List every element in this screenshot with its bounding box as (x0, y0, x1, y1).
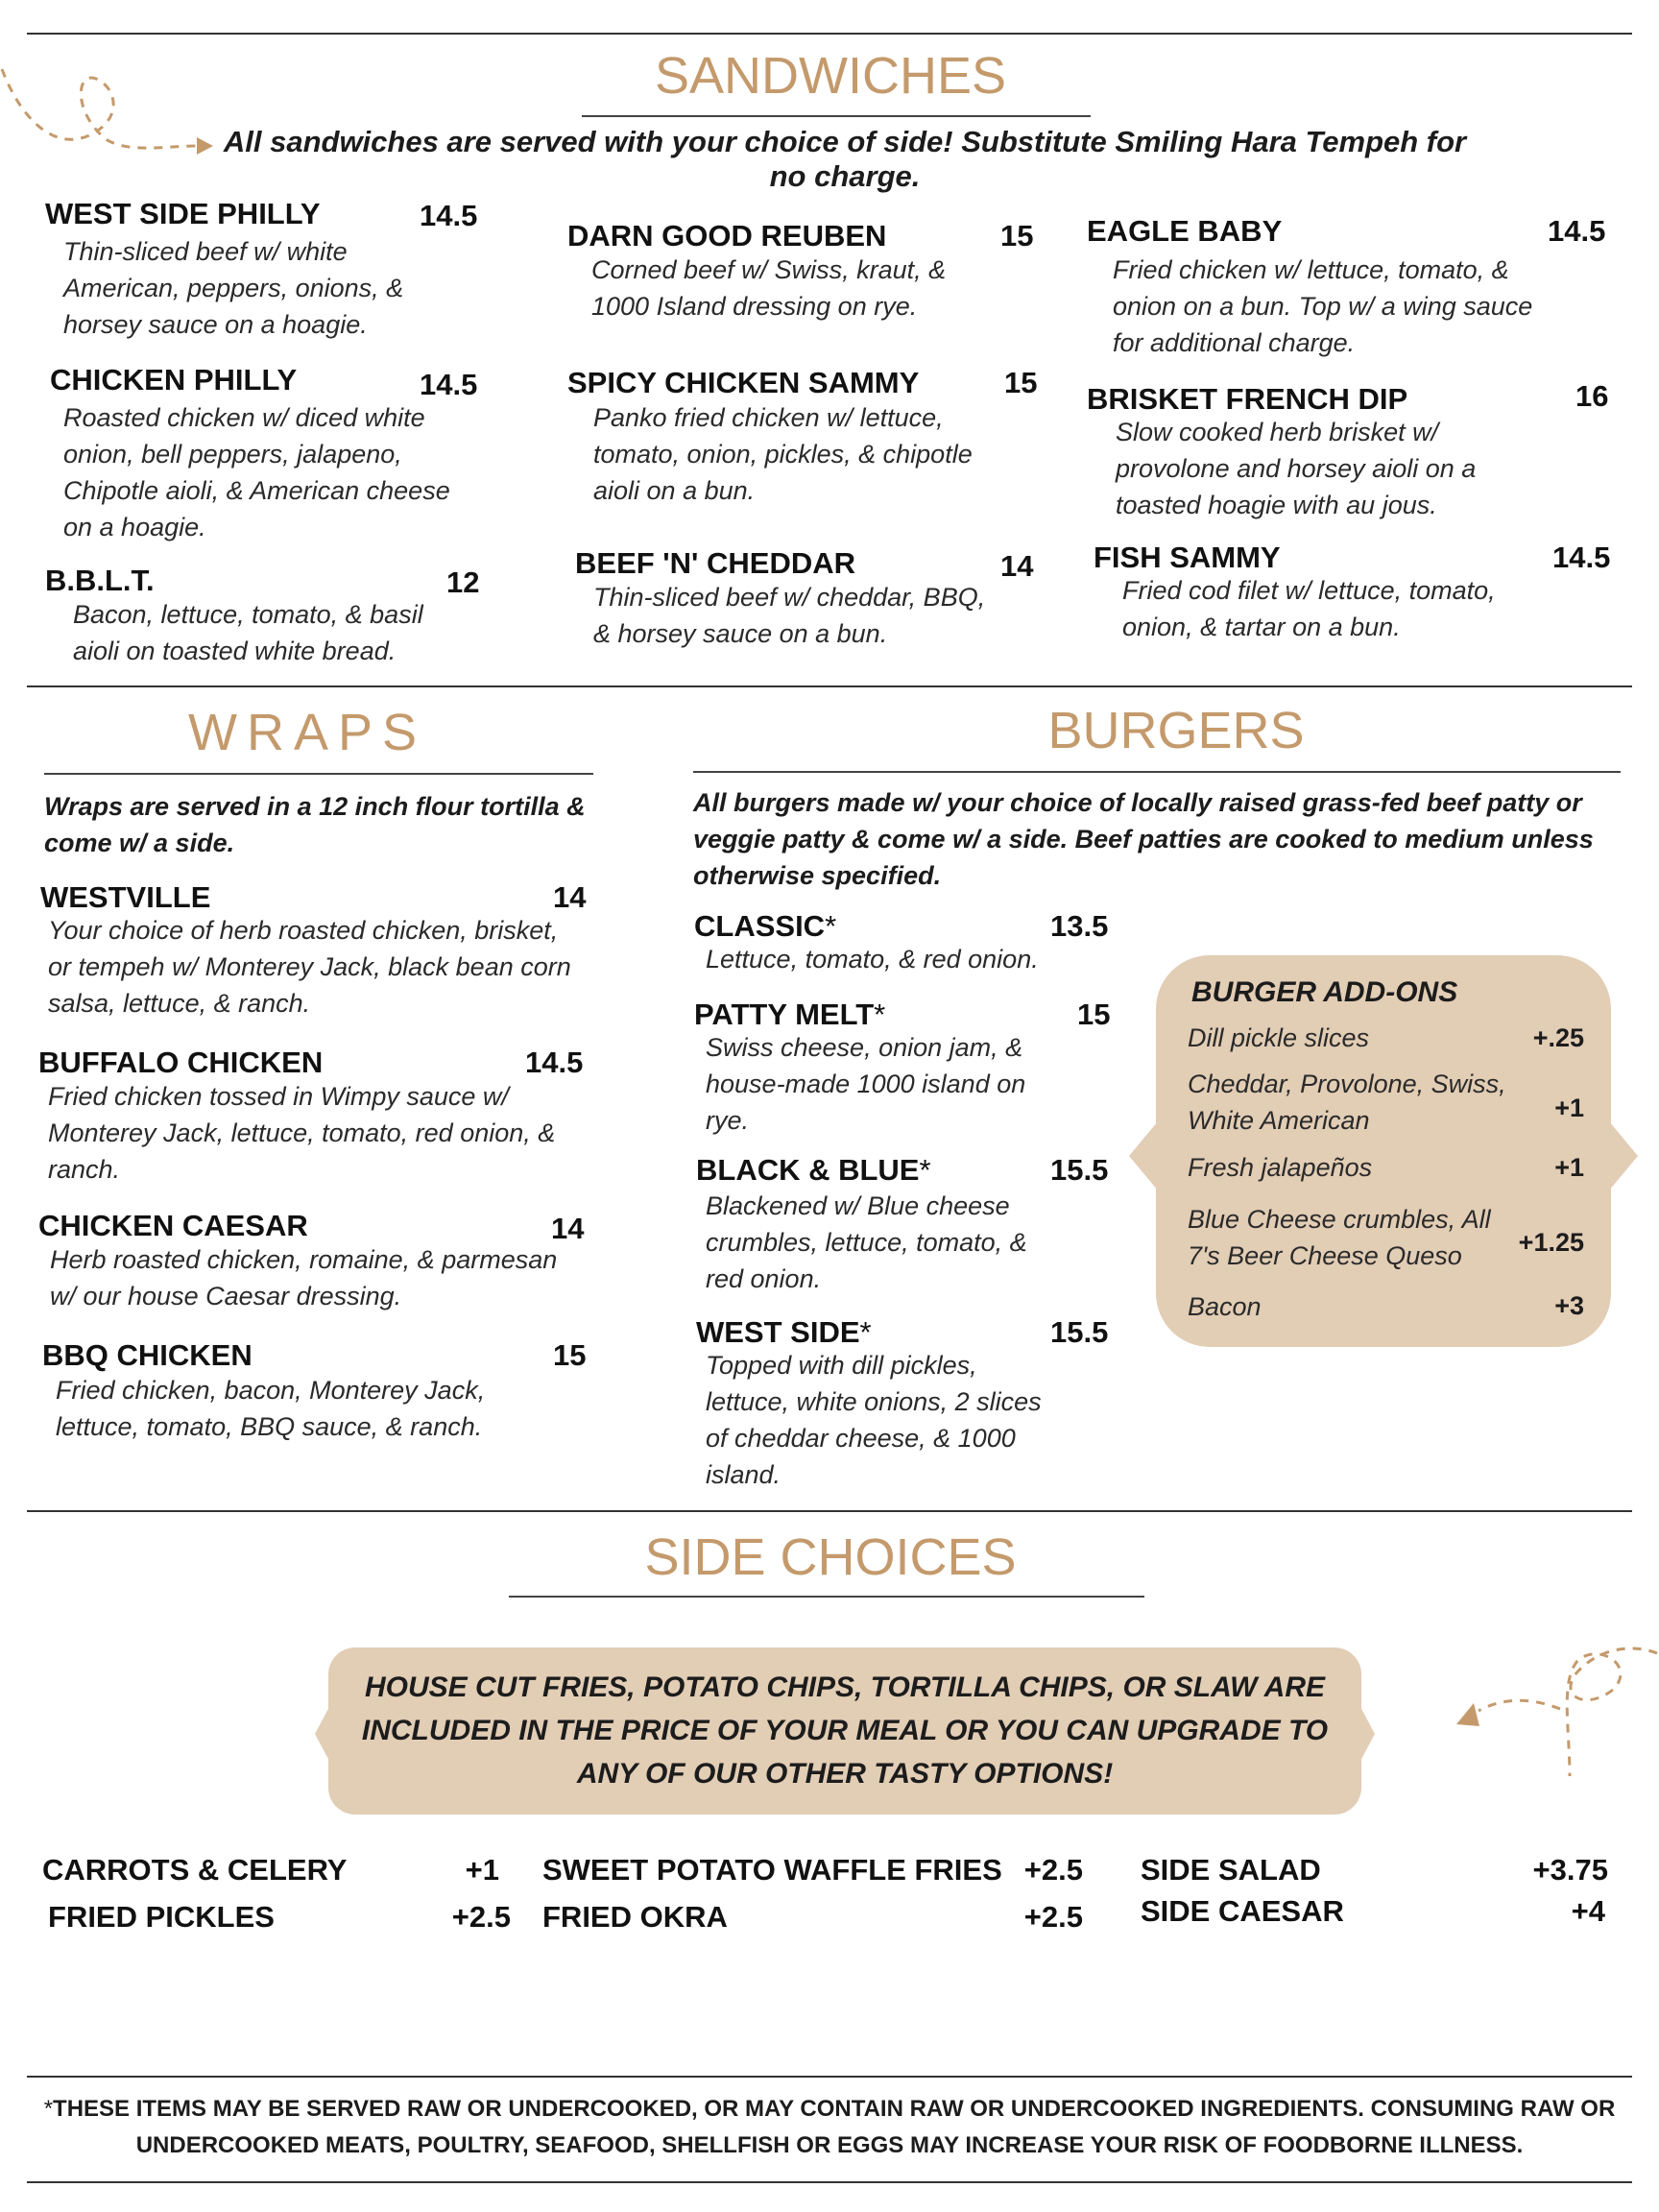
addon-price: +1.25 (1518, 1228, 1584, 1257)
menu-item-desc: Thin-sliced beef w/ cheddar, BBQ, & horsey sauce on a bun. (593, 583, 986, 648)
sandwiches-title: SANDWICHES (654, 47, 1007, 105)
menu-item-name-text: WEST SIDE (696, 1315, 860, 1349)
wraps-title: WRAPS (187, 704, 427, 761)
menu-item-name-text: PATTY MELT (694, 998, 875, 1031)
menu-item-price: 15 (1004, 366, 1038, 399)
menu-item-price: 12 (446, 565, 480, 599)
menu-item-name: BEEF 'N' CHEDDAR (575, 546, 856, 580)
menu-item-price: 13.5 (1050, 909, 1109, 943)
side-item-name: FRIED OKRA (542, 1900, 728, 1934)
asterisk-mark: * (43, 2096, 54, 2122)
burgers-title-rule (693, 771, 1621, 773)
addon-name: Cheddar, Provolone, Swiss, White American (1188, 1070, 1506, 1135)
menu-item-name: FISH SAMMY (1094, 541, 1281, 574)
side-item-price: +2.5 (1023, 1900, 1083, 1934)
side-item-price: +2.5 (451, 1900, 511, 1934)
menu-item-price: 14.5 (525, 1046, 584, 1079)
menu-item-price: 15 (553, 1338, 587, 1372)
menu-item-name: WEST SIDE PHILLY (45, 197, 321, 230)
side-item-price: +1 (465, 1853, 499, 1887)
menu-item-desc: Fried chicken, bacon, Monterey Jack, lettuce, tomato, BBQ sauce, & ranch. (56, 1376, 486, 1441)
menu-item-price: 15 (1077, 998, 1111, 1031)
menu-item-price: 14.5 (420, 368, 478, 401)
top-divider (27, 33, 1632, 35)
footer-top-divider (27, 2076, 1632, 2078)
dashed-arrow-decoration (0, 58, 221, 163)
menu-item-name: EAGLE BABY (1087, 214, 1283, 248)
asterisk-mark: * (919, 1153, 931, 1187)
menu-item-price: 15.5 (1050, 1153, 1109, 1187)
menu-item-price: 14.5 (1548, 214, 1606, 248)
menu-item-name: DARN GOOD REUBEN (567, 219, 887, 252)
menu-item-name: WESTVILLE (40, 880, 211, 914)
addon-price: +.25 (1532, 1023, 1584, 1052)
menu-item-desc: Fried chicken tossed in Wimpy sauce w/ Monterey Jack, lettuce, tomato, red onion, & ranch. (48, 1082, 556, 1184)
addon-price: +3 (1554, 1291, 1584, 1320)
menu-item-name (696, 1315, 872, 1350)
disclaimer-text: THESE ITEMS MAY BE SERVED RAW OR UNDERCOOKED, OR MAY CONTAIN RAW OR UNDERCOOKED INGREDIENTS. CONSUMING RAW OR UNDERCOOKED MEATS, POULTRY, SEAFOOD, SHELLFISH OR EGGS MAY INCREASE YOUR RISK OF FOODBORNE ILLNESS. (53, 2096, 1616, 2158)
wraps-note: Wraps are served in a 12 inch flour tortilla & come w/ a side. (44, 792, 586, 857)
asterisk-mark: * (874, 998, 886, 1031)
menu-item-name (694, 909, 836, 944)
menu-item-desc: Your choice of herb roasted chicken, brisket, or tempeh w/ Monterey Jack, black bean corn salsa, lettuce, & ranch. (48, 916, 571, 1018)
burgers-title: BURGERS (1047, 702, 1305, 759)
burgers-note: All burgers made w/ your choice of locally raised grass-fed beef patty or veggie patty & come w/ a side. Beef patties are cooked to medium unless otherwise specified. (693, 788, 1594, 890)
side-item-name: SIDE SALAD (1141, 1853, 1321, 1887)
menu-item-price: 15.5 (1050, 1315, 1109, 1349)
menu-item-price: 14 (1000, 549, 1034, 583)
menu-item-desc: Fried cod filet w/ lettuce, tomato, onion, & tartar on a bun. (1122, 576, 1496, 641)
menu-item-desc: Corned beef w/ Swiss, kraut, & 1000 Island dressing on rye. (591, 255, 947, 321)
addon-name: Fresh jalapeños (1188, 1153, 1373, 1182)
addon-name: Blue Cheese crumbles, All 7's Beer Cheese Queso (1188, 1205, 1491, 1270)
menu-item-desc: Roasted chicken w/ diced white onion, bell peppers, jalapeno, Chipotle aioli, & American cheese on a hoagie. (63, 403, 450, 541)
asterisk-mark: * (859, 1315, 872, 1349)
menu-item-desc: Herb roasted chicken, romaine, & parmesan w/ our house Caesar dressing. (50, 1245, 558, 1310)
menu-item-desc: Fried chicken w/ lettuce, tomato, & onion on a bun. Top w/ a wing sauce for additional charge. (1113, 255, 1533, 357)
side-item-name: SIDE CAESAR (1141, 1894, 1344, 1928)
menu-item-name: BBQ CHICKEN (42, 1338, 252, 1372)
menu-item-desc: Blackened w/ Blue cheese crumbles, lettuce, tomato, & red onion. (706, 1191, 1027, 1293)
sides-title-rule (509, 1596, 1144, 1598)
addons-title: BURGER ADD-ONS (1191, 976, 1458, 1008)
menu-item-name: B.B.L.T. (45, 564, 155, 597)
addon-price: +1 (1554, 1153, 1584, 1182)
wraps-title-rule (44, 773, 593, 775)
menu-item-desc: Topped with dill pickles, lettuce, white onions, 2 slices of cheddar cheese, & 1000 island. (706, 1351, 1042, 1489)
side-item-price: +4 (1571, 1894, 1605, 1928)
menu-item-price: 15 (1000, 219, 1034, 252)
sides-title: SIDE CHOICES (644, 1528, 1017, 1586)
addon-name: Dill pickle slices (1188, 1023, 1370, 1052)
menu-item-name (694, 998, 885, 1032)
menu-item-desc: Panko fried chicken w/ lettuce, tomato, onion, pickles, & chipotle aioli on a bun. (593, 403, 973, 505)
menu-item-name: BRISKET FRENCH DIP (1087, 382, 1408, 416)
side-item-name: SWEET POTATO WAFFLE FRIES (542, 1853, 1002, 1887)
menu-item-desc: Slow cooked herb brisket w/ provolone and horsey aioli on a toasted hoagie with au jous. (1116, 418, 1477, 519)
dashed-arrow-decoration (1407, 1632, 1659, 1786)
menu-item-name: CHICKEN CAESAR (38, 1209, 308, 1242)
menu-item-price: 16 (1575, 379, 1609, 413)
addon-name: Bacon (1188, 1292, 1262, 1321)
menu-item-price: 14.5 (420, 199, 478, 232)
sandwiches-title-rule (582, 115, 1091, 117)
raw-food-disclaimer (29, 2091, 1630, 2164)
menu-item-desc: Thin-sliced beef w/ white American, peppers, onions, & horsey sauce on a hoagie. (63, 237, 404, 339)
addons-panel-notch-right (1609, 1121, 1638, 1190)
addons-panel-notch-left (1129, 1121, 1158, 1190)
menu-item-desc: Swiss cheese, onion jam, & house-made 1000 island on rye. (706, 1033, 1026, 1135)
footer-bottom-divider (27, 2181, 1632, 2183)
menu-item-name: CHICKEN PHILLY (50, 363, 298, 397)
menu-item-name: BUFFALO CHICKEN (38, 1046, 324, 1079)
menu-item-price: 14 (553, 880, 587, 914)
side-item-name: CARROTS & CELERY (42, 1853, 348, 1887)
sandwiches-note: All sandwiches are served with your choice of side! Substitute Smiling Hara Tempeh for no charge. (223, 125, 1467, 193)
menu-item-desc: Bacon, lettuce, tomato, & basil aioli on toasted white bread. (73, 600, 423, 665)
side-item-price: +2.5 (1023, 1853, 1083, 1887)
sides-included-text: HOUSE CUT FRIES, POTATO CHIPS, TORTILLA CHIPS, OR SLAW ARE INCLUDED IN THE PRICE OF YOUR MEAL OR YOU CAN UPGRADE TO ANY OF OUR OTHER TASTY OPTIONS! (361, 1671, 1329, 1790)
menu-item-price: 14 (551, 1212, 585, 1245)
menu-item-name (696, 1153, 931, 1188)
section-divider (27, 1510, 1632, 1512)
menu-item-name: SPICY CHICKEN SAMMY (567, 366, 920, 399)
sides-panel-notch-right (1359, 1705, 1375, 1763)
menu-item-desc: Lettuce, tomato, & red onion. (706, 945, 1039, 974)
menu-item-price: 14.5 (1552, 541, 1611, 574)
addon-price: +1 (1554, 1094, 1584, 1122)
asterisk-mark: * (825, 909, 837, 943)
side-item-name: FRIED PICKLES (48, 1900, 275, 1934)
menu-item-name-text: BLACK & BLUE (696, 1153, 920, 1187)
menu-item-name-text: CLASSIC (694, 909, 826, 943)
section-divider (27, 685, 1632, 687)
side-item-price: +3.75 (1532, 1853, 1608, 1887)
